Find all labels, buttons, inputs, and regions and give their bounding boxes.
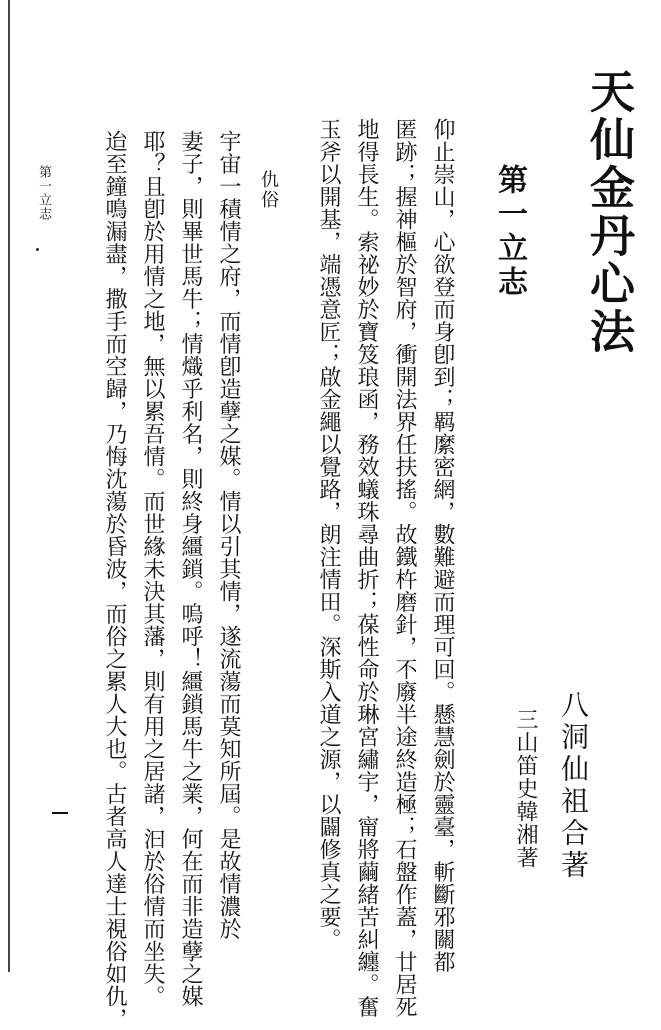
page-number bbox=[52, 812, 68, 814]
text-column: 耶？且卽於用情之地，無以累吾情。而世緣未決其藩，則有用之居諸，汩於俗情而坐失。 bbox=[140, 130, 165, 1008]
running-header-folio: 第一立志 bbox=[36, 165, 51, 221]
text-column: 地得長生。索祕妙於寶笈琅函，務效蟻珠尋曲折；葆性命於琳宮繡宇，甯將繭緒苦糾纏。奮 bbox=[354, 118, 379, 1018]
section-paragraph bbox=[95, 130, 247, 1030]
text-column: 妻子，則畢世馬牛；情熾乎利名，則終身繮鎖。嗚呼！繮鎖馬牛之業，何在而非造孽之媒 bbox=[178, 130, 203, 1008]
text-column: 匿跡；握神樞於智府，衝開法界任扶搖。故鐵杵磨針，不廢半途終造極；石盤作蓋，廿居死 bbox=[392, 118, 417, 1018]
text-column: 玉斧以開基，端憑意匠；啟金繩以覺路，朗注情田。深斯入道之源，以闢修真之要。 bbox=[316, 118, 341, 951]
chapter-title: 第一立志 bbox=[492, 164, 527, 300]
author-subline: 三山笛史韓湘著 bbox=[513, 708, 538, 869]
authors-line: 八洞仙祖合著 bbox=[557, 690, 590, 882]
section-title: 仇俗 bbox=[258, 170, 279, 210]
text-column: 宇宙一積情之府，而情卽造孽之媒。情以引其情，遂流蕩而莫知所屆。是故情濃於 bbox=[216, 130, 241, 940]
page-edge-line bbox=[8, 0, 10, 972]
book-title: 天仙金丹心法 bbox=[582, 68, 635, 356]
folio-dot bbox=[36, 248, 39, 251]
text-column: 迨至鐘鳴漏盡，撒手而空歸，乃悔沈蕩於昏波，而俗之累人大也。古者高人達士視俗如仇， bbox=[102, 130, 127, 1030]
chapter-paragraph bbox=[309, 118, 461, 1018]
text-column: 仰止崇山，心欲登而身卽到；羁縻密網，數難避而理可回。懸慧劍於靈臺，斬斷邪關都 bbox=[430, 118, 455, 973]
